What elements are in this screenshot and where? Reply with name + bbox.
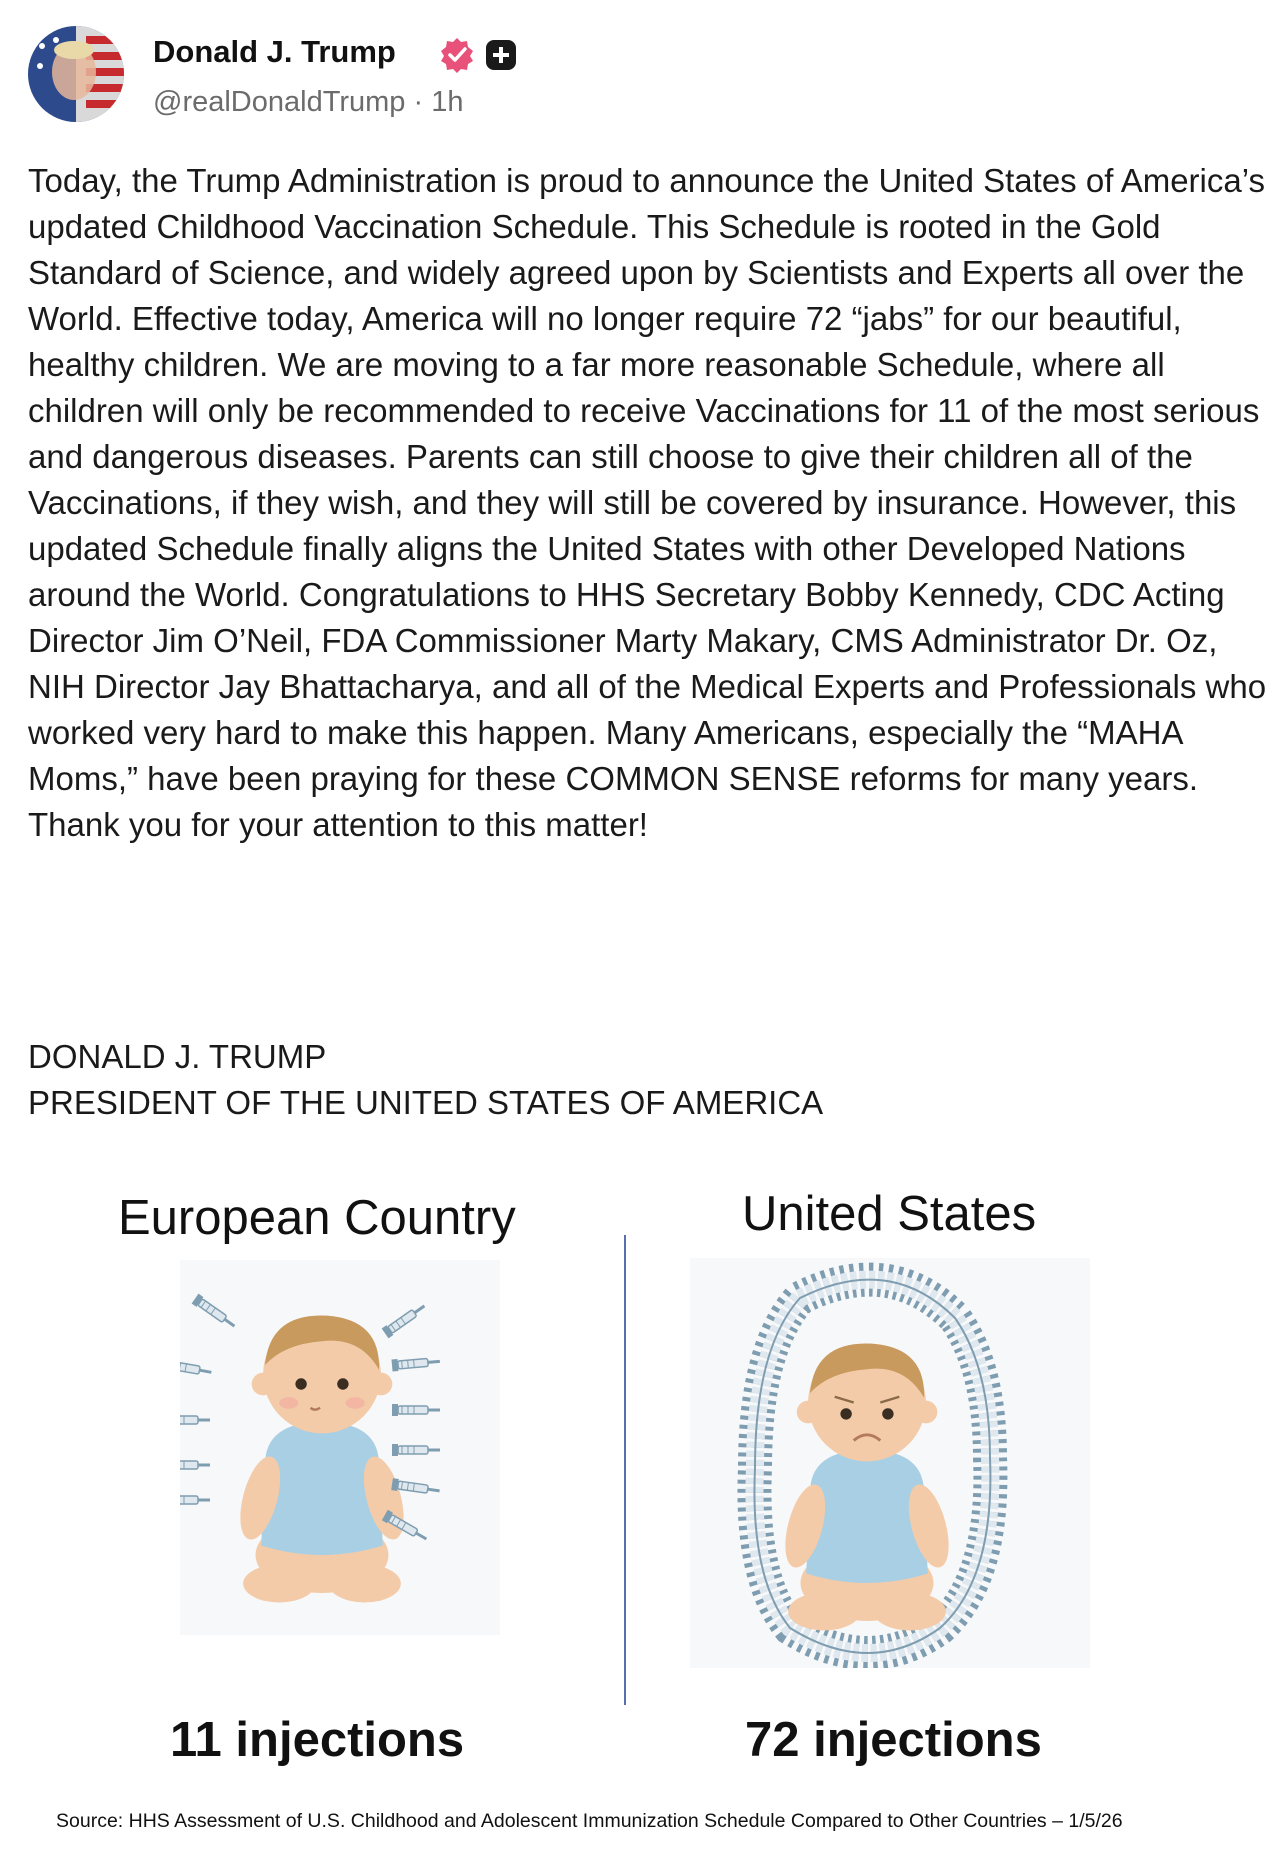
left-panel-title: European Country	[118, 1191, 516, 1245]
left-injection-count: 11 injections	[170, 1713, 465, 1767]
author-handle[interactable]: @realDonaldTrump	[153, 86, 406, 118]
right-panel-title: United States	[742, 1187, 1037, 1241]
avatar-image	[28, 26, 124, 122]
verified-check-icon	[438, 36, 476, 74]
baby-many-syringes-illustration	[690, 1258, 1090, 1668]
source-citation: Source: HHS Assessment of U.S. Childhood and Adolescent Immunization Schedule Compared to Other Countries – 1/5/26	[56, 1810, 1123, 1832]
signature-name: DONALD J. TRUMP	[28, 1038, 327, 1075]
avatar[interactable]	[28, 26, 124, 122]
separator-dot: ·	[413, 86, 424, 118]
post-timestamp[interactable]: 1h	[431, 86, 464, 118]
right-injection-count: 72 injections	[745, 1713, 1042, 1767]
baby-few-syringes-illustration	[180, 1260, 500, 1635]
author-name[interactable]: Donald J. Trump	[153, 34, 396, 69]
post-body-text: Today, the Trump Administration is proud to announce the United States of America’s updated Childhood Vaccination Schedule. This Schedule is rooted in the Gold Standard of Science, and widely agreed upon by Scientists and Experts all over the World. Effective today, America will no longer require 72 “jabs” for our beautiful, healthy children. We are moving to a far more reasonable Schedule, where all children will only be recommended to receive Vaccinations for 11 of the most serious and dangerous diseases. Parents can still choose to give their children all of the Vaccinations, if they wish, and they will still be covered by insurance. However, this updated Schedule finally aligns the United States with other Developed Nations around the World. Congratulations to HHS Secretary Bobby Kennedy, CDC Acting Director Jim O’Neil, FDA Commissioner Marty Makary, CMS Administrator Dr. Oz, NIH Director Jay Bhattacharya, and all of the Medical Experts and Professionals who worked very hard to make this happen. Many Americans, especially the “MAHA Moms,” have been praying for these COMMON SENSE reforms for many years. Thank you for your attention to this matter!	[28, 162, 1276, 843]
attached-infographic[interactable]	[0, 1170, 1284, 1860]
signature-block	[28, 1034, 823, 1126]
post-header	[28, 26, 1258, 126]
plus-badge-icon	[485, 39, 517, 71]
signature-title: PRESIDENT OF THE UNITED STATES OF AMERICA	[28, 1084, 824, 1121]
panel-divider	[624, 1235, 626, 1705]
handle-line	[153, 86, 463, 119]
